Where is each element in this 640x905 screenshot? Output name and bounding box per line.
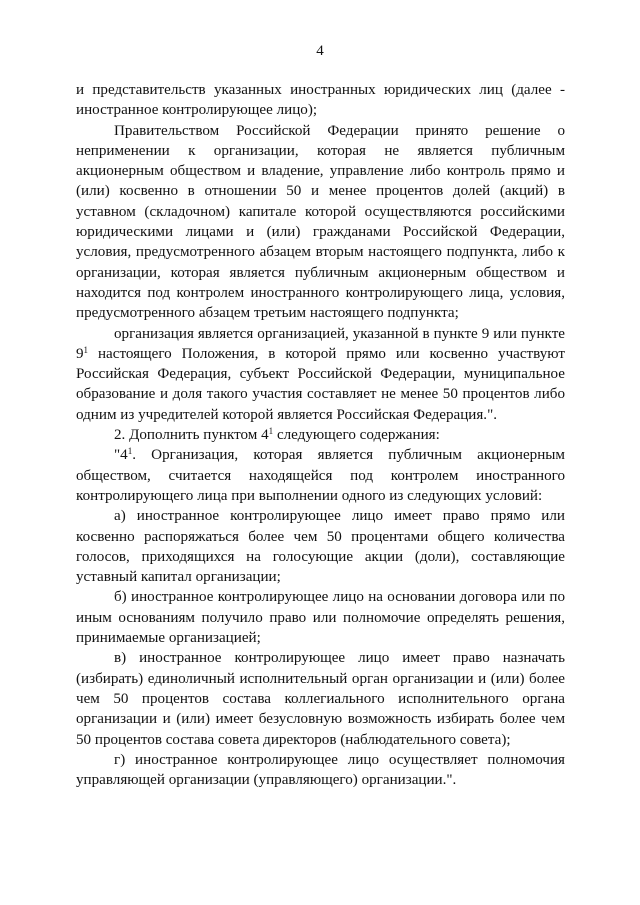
paragraph-text: следующего содержания: bbox=[273, 427, 440, 444]
paragraph-text: . Организация, которая является публичным акционерным обществом, считается находящейся под контролем иностранного контролирующего лица при выполнении одного из следующих условий: bbox=[76, 447, 565, 504]
document-body bbox=[76, 80, 565, 790]
superscript-index: 1 bbox=[83, 344, 89, 355]
paragraph-text: Правительством Российской Федерации принято решение о неприменении к организации, которая не является публичным акционерным обществом и владение, управление либо контроль прямо и (или) косвенно в отношении 50 и менее процентов долей (акций) в уставном (складочном) капитале которой осуществляются российскими юридическими лицами и (или) гражданами Российской Федерации, условия, предусмотренного абзацем вторым настоящего подпункта, либо к организации, которая является публичным акционерным обществом и находится под контролем иностранного контролирующего лица, условия, предусмотренного абзацем третьим настоящего подпункта; bbox=[76, 122, 565, 322]
paragraph-text: организация является организацией, указанной в пункте 9 или пункте 9 bbox=[76, 325, 565, 362]
paragraph-p1 bbox=[76, 80, 565, 121]
paragraph-text: г) иностранное контролирующее лицо осуществляет полномочия управляющей организации (управляющего) организации.". bbox=[76, 751, 565, 789]
page-number: 4 bbox=[316, 43, 324, 59]
paragraph-text: а) иностранное контролирующее лицо имеет право прямо или косвенно распоряжаться более чем 50 процентами общего количества голосов, приходящихся на голосующие акции (доли), составляющие уставный капитал организации; bbox=[76, 508, 565, 586]
paragraph-text: в) иностранное контролирующее лицо имеет право назначать (избирать) единоличный исполнительный орган организации и (или) более чем 50 процентов состава коллегиального исполнительного органа организации и (или) имеет безусловную возможность избирать более чем 50 процентов состава совета директоров (наблюдательного совета); bbox=[76, 650, 565, 748]
paragraph-p3 bbox=[76, 324, 565, 425]
paragraph-text: настоящего Положения, в которой прямо или косвенно участвуют Российская Федерация, субъект Российской Федерации, муниципальное образование и доля такого участия составляет не менее 50 процентов либо одним из учредителей которой является Российская Федерация.". bbox=[76, 345, 565, 423]
paragraph-p2 bbox=[76, 121, 565, 324]
paragraph-p7 bbox=[76, 587, 565, 648]
paragraph-p5 bbox=[76, 445, 565, 506]
paragraph-p9 bbox=[76, 750, 565, 791]
superscript-index: 1 bbox=[268, 426, 274, 437]
superscript-index: 1 bbox=[127, 446, 133, 457]
paragraph-p8 bbox=[76, 648, 565, 749]
paragraph-text: "4 bbox=[114, 447, 128, 464]
paragraph-text: и представительств указанных иностранных юридических лиц (далее - иностранное контролирующее лицо); bbox=[76, 82, 565, 119]
paragraph-text: 2. Дополнить пунктом 4 bbox=[114, 427, 269, 444]
paragraph-text: б) иностранное контролирующее лицо на основании договора или по иным основаниям получило право или полномочие определять решения, принимаемые организацией; bbox=[76, 589, 565, 647]
paragraph-p6 bbox=[76, 506, 565, 587]
paragraph-p4 bbox=[76, 425, 565, 445]
